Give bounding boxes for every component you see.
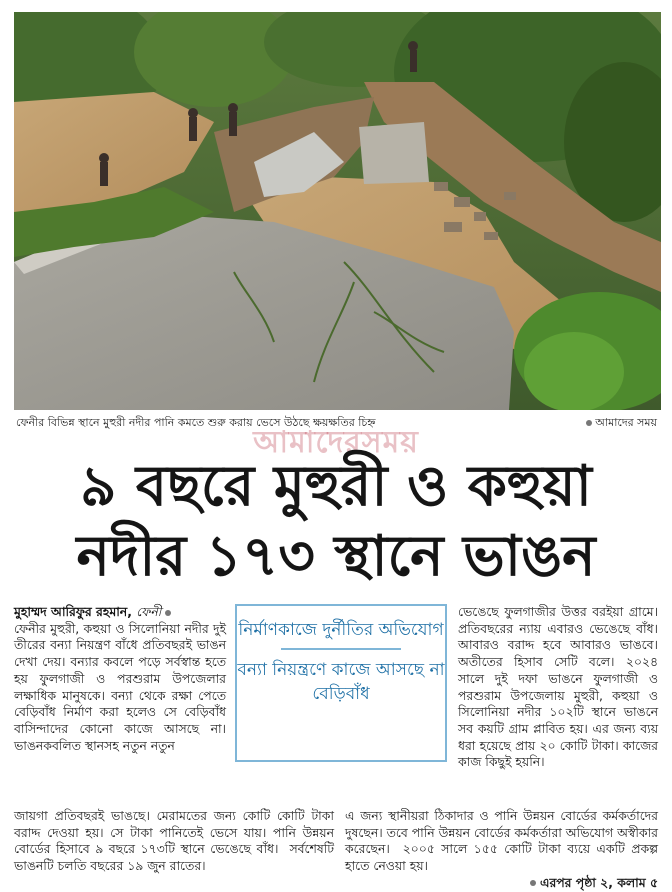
divider [281,648,401,650]
news-photo [14,12,661,410]
byline: মুহাম্মদ আরিফুর রহমান, ফেনী [14,604,171,619]
caption-text: ফেনীর বিভিন্ন স্থানে মুহুরী নদীর পানি কমতে শুরু করায় ভেসে উঠছে ক্ষয়ক্ষতির চিহ্ন [16,416,376,429]
pull-quote-line-1: নির্মাণকাজে দুর্নীতির অভিযোগ [238,620,444,640]
bullet-icon [530,880,536,886]
headline-line-2: নদীর ১৭৩ স্থানে ভাঙন [76,523,596,589]
watermark-logo: আমাদেরসময় [253,425,419,460]
bullet-icon [165,610,171,616]
pull-quote-box [235,604,447,762]
article-column-1-continued: জায়গা প্রতিবছরই ভাঙছে। মেরামতের জন্য কোটি কোটি টাকা বরাদ্দ দেওয়া হয়। সে টাকা পানিতেই ভেসে যায়। পানি উন্নয়ন বোর্ডের হিসাবে ৯ বছরে ১৭৩টি স্থানে ভেঙেছে বাঁধ। সর্বশেষটি ভাঙনটি চলতি বছরের ১৯ জুন রাতের। [14,808,334,874]
article-column-3-continued [345,808,658,892]
column-1-text: ফেনীর মুহুরী, কহুয়া ও সিলোনিয়া নদীর দুই তীরের বন্যা নিয়ন্ত্রণ বাঁধে প্রতিবছরই ভাঙন দেখা দেয়। বন্যার কবলে পড়ে সর্বস্বান্ত হতে হয় ফুলগাজী ও পরশুরাম উপজেলার লক্ষাধিক মানুষকে। বন্যা থেকে রক্ষা পেতে বেড়িবাঁধ নির্মাণ করা হলেও সে বেড়িবাঁধ বাসিন্দাদের কোনো কাজে আসছে না। ভাঙনকবলিত স্থানসহ নতুন নতুন [14,620,226,753]
photo-credit: আমাদের সময় [582,414,657,432]
flood-embankment-image [14,12,661,410]
continued-link[interactable]: এরপর পৃষ্ঠা ২, কলাম ৫ [540,874,658,890]
article-column-3: ভেঙেছে ফুলগাজীর উত্তর বরইয়া গ্রামে। প্রতিবছরের ন্যায় এবারও ভেঙেছে বাঁধ। আবারও বরাদ্দ হবে আবারও ভাঙবে। অতীতের হিসাব সেটি বলে। ২০২৪ সালে দুই দফা ভাঙনে ফুলগাজী ও পরশুরাম উপজেলায় মুহুরী, কহুয়া ও সিলোনিয়া নদীর ১০২টি স্থানে ভাঙনে সব কয়টি গ্রাম প্লাবিত হয়। এর জন্য ব্যয় ধরা হয়েছে প্রায় ২০ কোটি টাকা। কাজের কাজ কিছুই হয়নি। [458,604,658,770]
article-column-1 [14,604,226,754]
pull-quote-line-2: বন্যা নিয়ন্ত্রণে কাজে আসছে না বেড়িবাঁধ [237,660,445,704]
column-3-tail-text: এ জন্য স্থানীয়রা ঠিকাদার ও পানি উন্নয়ন বোর্ডের কর্মকর্তাদের দুষছেন। তবে পানি উন্নয়ন বোর্ডের কর্মকর্তারা অভিযোগ অস্বীকার করেছেন। ২০০৫ সালে ১৫৫ কোটি টাকা ব্যয়ে একটি প্রকল্প হাতে নেওয়া হয়। [345,808,658,874]
headline-line-1: ৯ বছরে মুহুরী ও কহুয়া [80,453,592,519]
